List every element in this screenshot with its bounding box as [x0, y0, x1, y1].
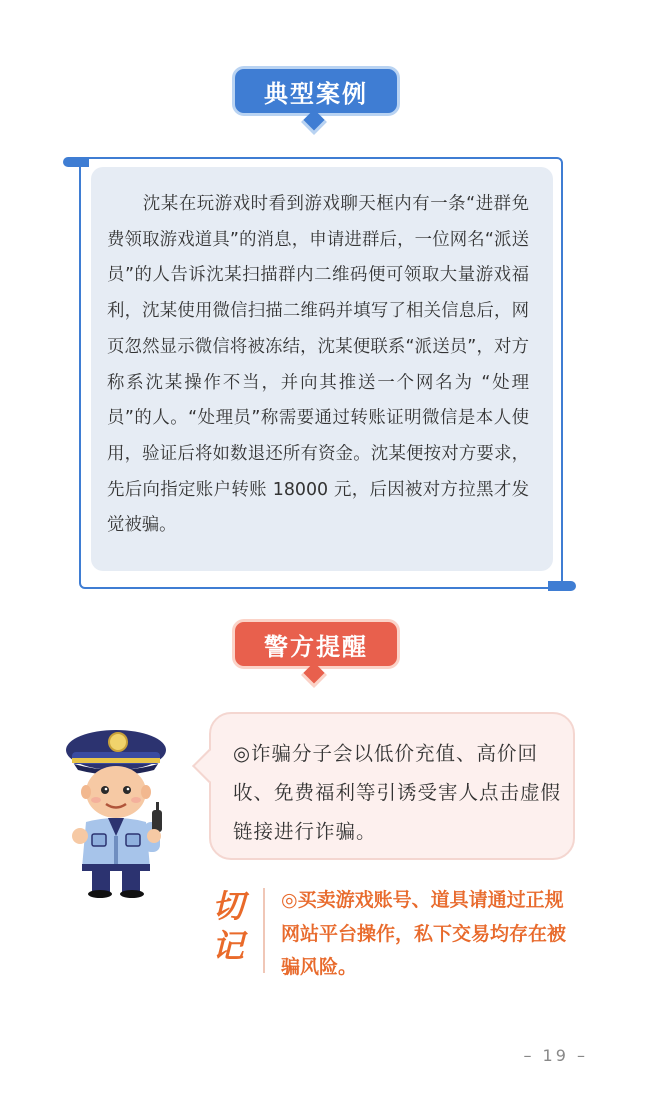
- bubble-tail: [192, 749, 226, 783]
- case-heading-badge: [232, 66, 400, 116]
- warning-bubble-text: ◎诈骗分子会以低价充值、高价回收、免费福利等引诱受害人点击虚假链接进行诈骗。: [233, 742, 562, 843]
- page-number: – 19 –: [523, 1046, 588, 1065]
- scroll-roll-bottom: [548, 581, 576, 591]
- remember-label-char-1: 切: [212, 887, 245, 925]
- scroll-roll-top: [63, 157, 89, 167]
- police-officer-illustration: [56, 718, 176, 898]
- badge-pointer: [301, 109, 326, 134]
- case-heading: 典型案例: [264, 78, 368, 108]
- warning-speech-bubble: [209, 712, 575, 860]
- remember-divider: [263, 888, 265, 973]
- badge-pointer: [301, 662, 326, 687]
- remember-label: [212, 886, 260, 966]
- warning-heading-badge: [232, 619, 400, 669]
- remember-text: ◎买卖游戏账号、道具请通过正规网站平台操作，私下交易均存在被骗风险。: [281, 889, 567, 978]
- case-body-text: 沈某在玩游戏时看到游戏聊天框内有一条“进群免费领取游戏道具”的消息，申请进群后，一位网名“派送员”的人告诉沈某扫描群内二维码便可领取大量游戏福利，沈某使用微信扫描二维码并填写了相关信息后，网页忽然显示微信将被冻结，沈某便联系“派送员”，对方称系沈某操作不当，并向其推送一个网名为 “处理员”的人。“处理员”称需要通过转账证明微信是本人使用，验证后将如数退还所有资金。沈某便按对方要求，先后向指定账户转账 18000 元，后因被对方拉黑才发觉被骗。: [107, 194, 529, 536]
- remember-label-char-2: 记: [212, 927, 245, 965]
- warning-heading: 警方提醒: [264, 631, 368, 661]
- case-scroll-frame: [63, 157, 576, 593]
